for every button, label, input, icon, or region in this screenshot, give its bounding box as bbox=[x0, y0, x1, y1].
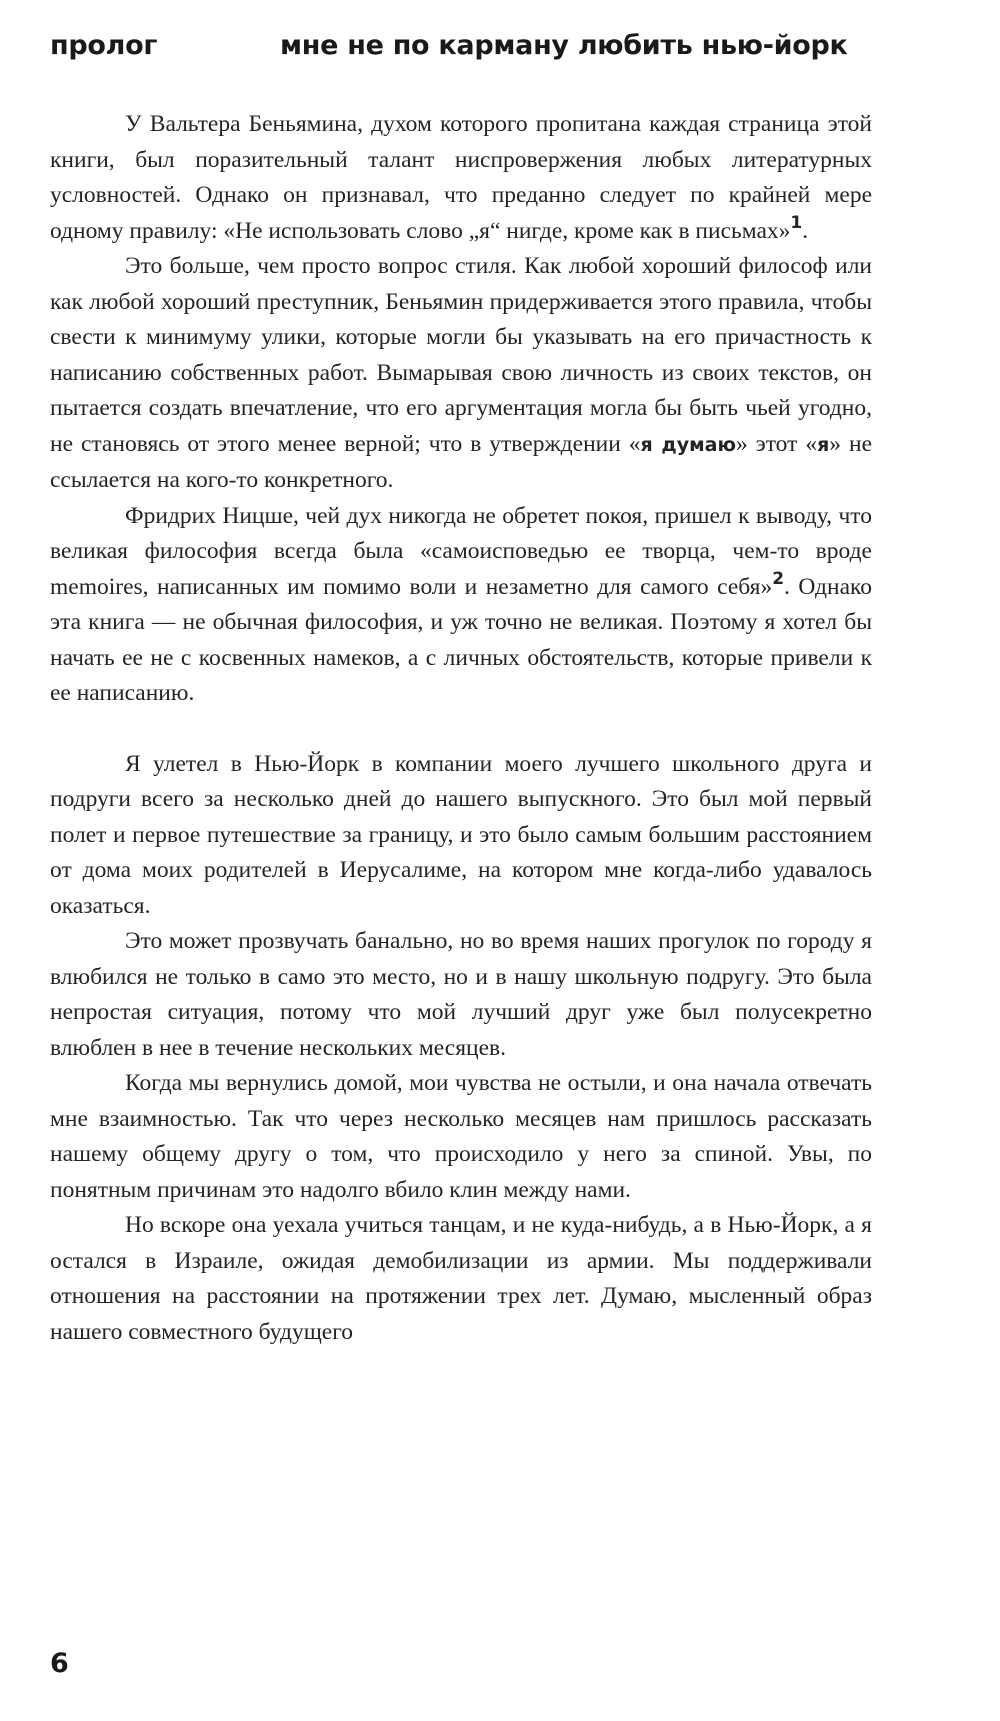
paragraph-2-text: Это больше, чем просто вопрос стиля. Как любой хороший философ или как любой хороший преступник, Беньямин придерживается этого правила, чтобы свести к минимуму улики, которые могли бы указывать на его причастность к написанию собственных работ. Вымарывая свою личность из своих текстов, он пытается создать впечатление, что его аргументация могла бы быть чьей угодно, не становясь от этого менее верной; что в утверждении « bbox=[50, 253, 872, 457]
paragraph-2 bbox=[50, 249, 872, 499]
footnote-ref-1: 1 bbox=[790, 212, 803, 233]
paragraph-7: Но вскоре она уехала учиться танцам, и не куда-нибудь, а в Нью-Йорк, а я остался в Израиле, ожидая демобилизации из армии. Мы поддерживали отношения на расстоянии на протяжении трех лет. Думаю, мысленный образ нашего совместного будущего bbox=[50, 1212, 872, 1345]
section-label: пролог bbox=[50, 30, 158, 61]
paragraph-1 bbox=[50, 107, 872, 249]
emphasis-i: я bbox=[817, 433, 830, 456]
running-head bbox=[50, 30, 940, 70]
paragraph-1-text: У Вальтера Беньямина, духом которого пропитана каждая страница этой книги, был поразительный талант ниспровержения любых литературных условностей. Однако он признавал, что преданно следует по крайней мере одному правилу: «Не использовать слово „я“ нигде, кроме как в письмах» bbox=[50, 111, 872, 244]
paragraph-1-end: . bbox=[802, 217, 809, 244]
chapter-title: мне не по карману любить нью-йорк bbox=[280, 30, 848, 61]
paragraph-4: Я улетел в Нью-Йорк в компании моего лучшего школьного друга и подруги всего за несколько дней до нашего выпускного. Это был мой первый полет и первое путешествие за границу, и это было самым большим расстоянием от дома моих родителей в Иерусалиме, на котором мне когда-либо удавалось оказаться. bbox=[50, 750, 872, 919]
emphasis-i-think: я думаю bbox=[640, 433, 736, 456]
footnote-ref-2: 2 bbox=[772, 568, 785, 589]
paragraph-2-text-end: » не ссылается на кого-то конкретного. bbox=[50, 430, 872, 493]
paragraph-3 bbox=[50, 499, 872, 712]
paragraph-6: Когда мы вернулись домой, мои чувства не остыли, и она начала отвечать мне взаимностью. Так что через несколько месяцев нам пришлось рассказать нашему общему другу о том, что происходило у него за спиной. Увы, по понятным причинам это надолго вбило клин между нами. bbox=[50, 1070, 872, 1203]
paragraph-2-text-mid: » этот « bbox=[735, 430, 818, 457]
section-break bbox=[50, 712, 872, 747]
paragraph-3-text-end: . Однако эта книга — не обычная философия, и уж точно не великая. Поэтому я хотел бы начать ее не с косвенных намеков, а с личных обстоятельств, которые привели к ее написанию. bbox=[50, 573, 872, 706]
paragraph-3-text: Фридрих Ницше, чей дух никогда не обретет покоя, пришел к выводу, что великая философия всегда была «самоисповедью ее творца, чем-то вроде memoires, написанных им помимо воли и незаметно для самого себя» bbox=[50, 502, 872, 600]
page-number: 6 bbox=[50, 1648, 69, 1679]
body-text bbox=[50, 107, 872, 1350]
paragraph-5: Это может прозвучать банально, но во время наших прогулок по городу я влюбился не только в само это место, но и в нашу школьную подругу. Это была непростая ситуация, потому что мой лучший друг уже был полусекретно влюблен в нее в течение нескольких месяцев. bbox=[50, 928, 872, 1061]
